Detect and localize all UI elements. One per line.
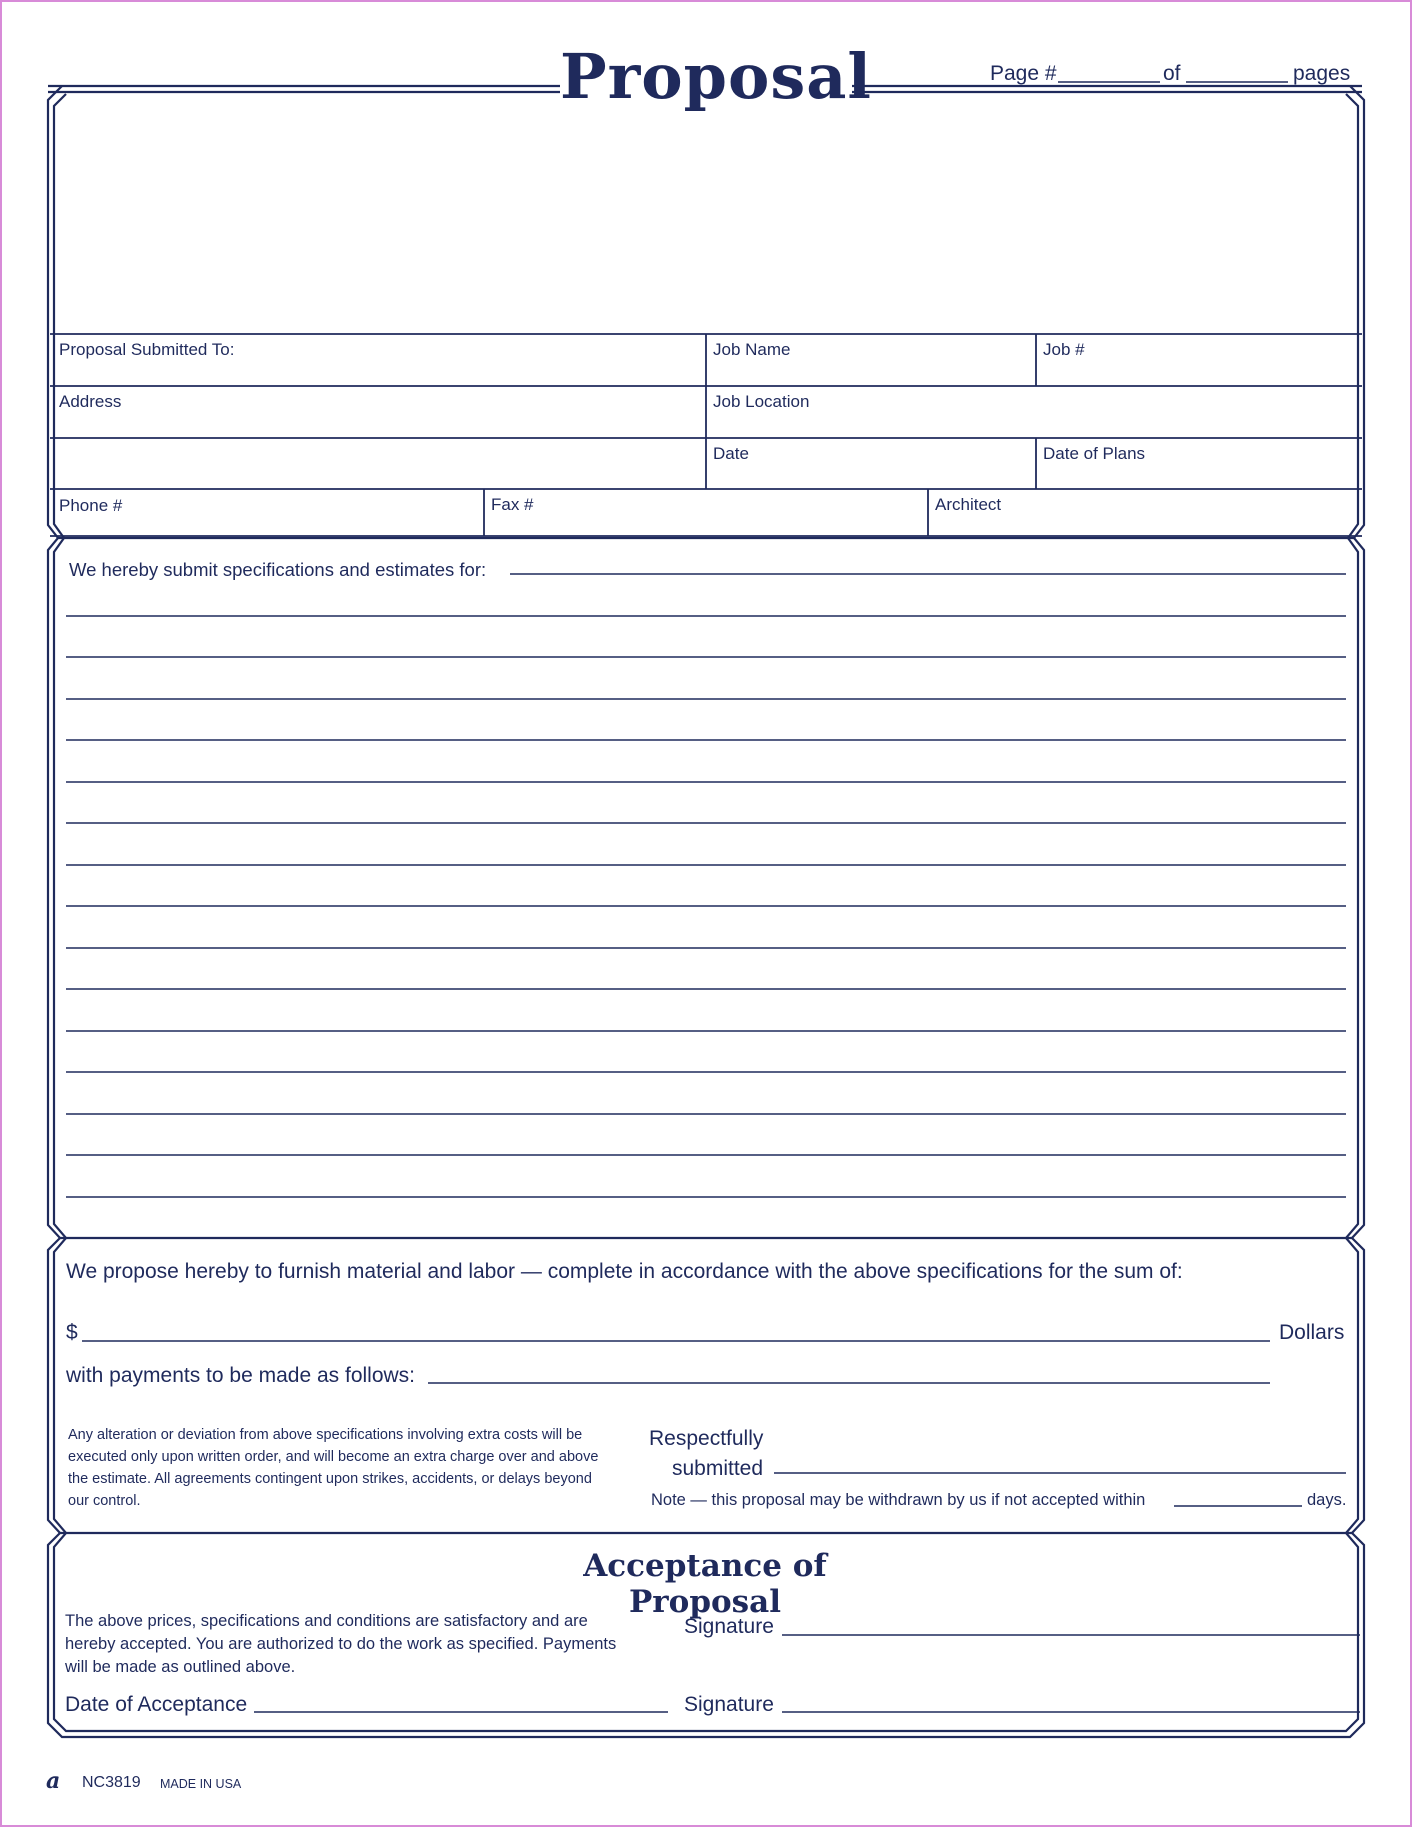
signature-field-2[interactable] [782, 1684, 1360, 1712]
pages-label: pages [1293, 62, 1351, 85]
brand-logo: a [46, 1768, 61, 1794]
job-name-label: Job Name [713, 340, 791, 359]
job-name-field[interactable] [708, 336, 1034, 384]
page-number-label: Page # [990, 62, 1057, 85]
days-field[interactable] [1174, 1486, 1302, 1506]
fax-field[interactable] [486, 491, 926, 535]
total-pages-field[interactable] [1186, 60, 1288, 82]
job-number-label: Job # [1043, 340, 1085, 359]
dollar-sign: $ [66, 1321, 78, 1344]
address-field[interactable] [52, 388, 704, 488]
submitted-to-label: Proposal Submitted To: [59, 340, 235, 359]
submitted-to-field[interactable] [52, 336, 704, 384]
job-location-field[interactable] [708, 388, 1360, 436]
submitted-signature-field[interactable] [774, 1446, 1346, 1473]
job-location-label: Job Location [713, 392, 810, 411]
fax-label: Fax # [491, 495, 534, 514]
phone-field[interactable] [52, 491, 482, 535]
alteration-text: Any alteration or deviation from above specifications involving extra costs will be executed only upon written order, and will become an extra charge over and above the estimate. All agreements contingent upon strikes, accidents, or delays beyond our control. [68, 1427, 599, 1509]
date-field[interactable] [708, 440, 1034, 488]
sum-amount-field[interactable] [82, 1314, 1270, 1341]
respectfully-label: Respectfully [649, 1427, 764, 1450]
letterhead-area[interactable] [56, 100, 1356, 332]
specifications-label: We hereby submit specifications and estimates for: [69, 559, 487, 580]
form-number: NC3819 [82, 1774, 141, 1791]
job-number-field[interactable] [1038, 336, 1360, 384]
signature-label-1: Signature [684, 1615, 774, 1638]
acceptance-text: The above prices, specifications and conditions are satisfactory and are hereby accepted. You are authorized to do the work as specified. Payments will be made as outlined above. [65, 1612, 617, 1676]
made-in-label: MADE IN USA [160, 1777, 242, 1791]
page-number-field[interactable] [1058, 60, 1160, 82]
note-text: Note — this proposal may be withdrawn by us if not accepted within [651, 1491, 1146, 1509]
date-of-plans-field[interactable] [1038, 440, 1360, 488]
date-of-plans-label: Date of Plans [1043, 444, 1146, 463]
of-label: of [1163, 62, 1181, 85]
signature-field-1[interactable] [782, 1606, 1360, 1635]
payments-field[interactable] [428, 1356, 1270, 1383]
architect-field[interactable] [930, 491, 1360, 535]
architect-label: Architect [935, 495, 1002, 514]
days-label: days. [1307, 1491, 1347, 1509]
dollars-label: Dollars [1279, 1321, 1345, 1344]
date-of-acceptance-label: Date of Acceptance [65, 1693, 248, 1716]
phone-label: Phone # [59, 496, 123, 515]
payments-label: with payments to be made as follows: [66, 1364, 416, 1387]
page-title: Proposal [560, 40, 872, 113]
date-label: Date [713, 444, 749, 463]
date-of-acceptance-field[interactable] [254, 1684, 668, 1712]
signature-label-2: Signature [684, 1693, 774, 1716]
acceptance-title: Acceptance of Proposal [583, 1548, 827, 1620]
specifications-field[interactable] [66, 550, 1346, 1200]
propose-text: We propose hereby to furnish material and labor — complete in accordance with the above specifications for the sum of: [66, 1260, 1183, 1283]
address-label: Address [59, 392, 122, 411]
submitted-label: submitted [672, 1457, 764, 1480]
